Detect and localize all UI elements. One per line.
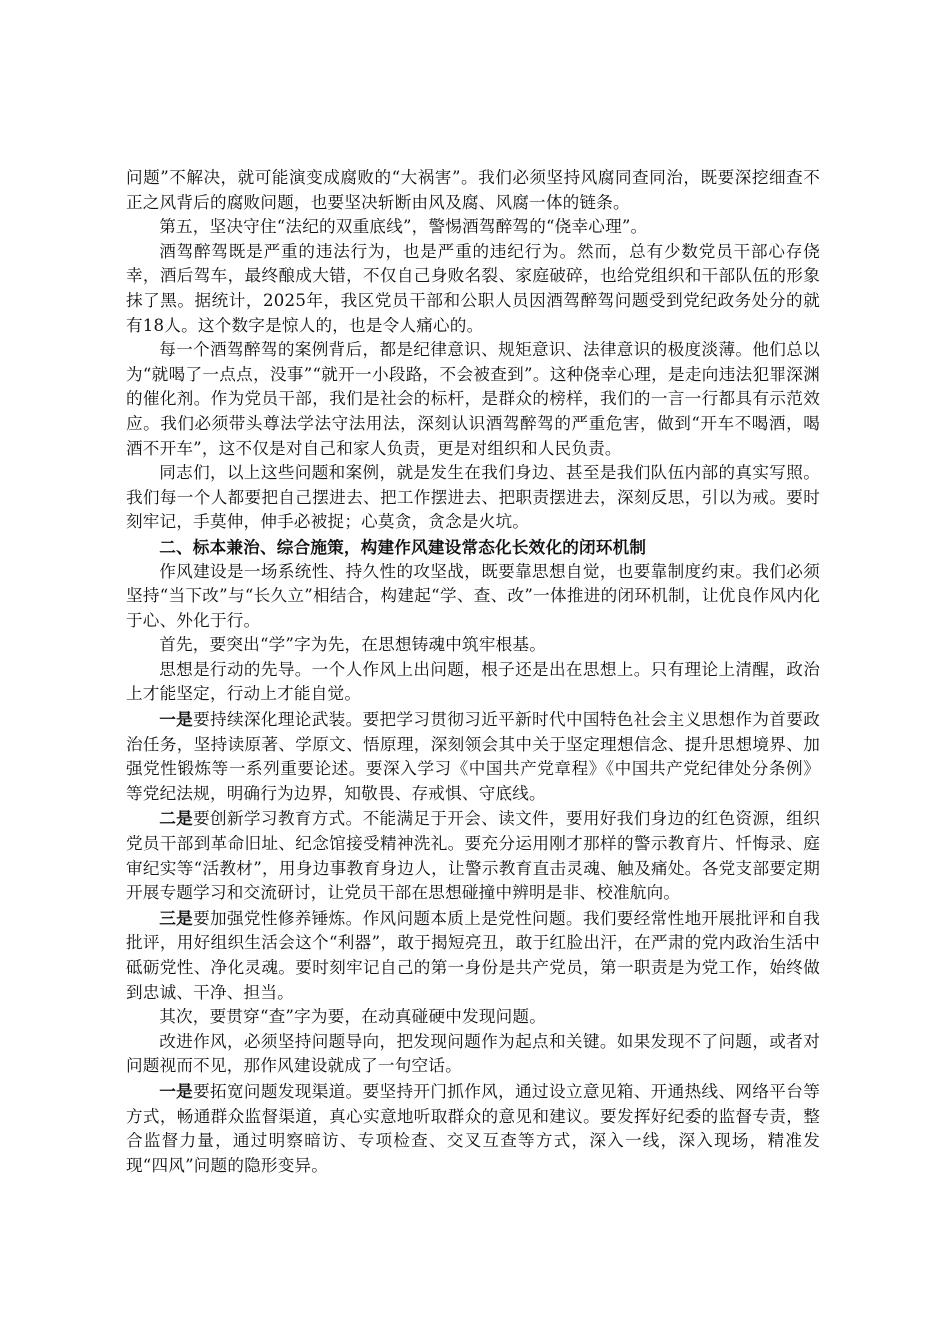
- section-heading-text: 二、标本兼治、综合施策，构建作风建设常态化长效化的闭环机制: [159, 536, 647, 557]
- section-heading: [126, 535, 820, 560]
- paragraph-text: 要加强党性修养锤炼。作风问题本质上是党性问题。我们要经常性地开展批评和自我批评，用好组织生活会这个“利器”，敢于揭短亮丑，敢于红脸出汗，在严肃的党内政治生活中砥砺党性、净化灵魂。要时刻牢记自己的第一身份是共产党员，第一职责是为党工作，始终做到忠诚、干净、担当。: [126, 908, 820, 1002]
- paragraph-text: 每一个酒驾醉驾的案例背后，都是纪律意识、规矩意识、法律意识的极度淡薄。他们总以为“就喝了一点点，没事”“就开一小段路，不会被查到”。这种侥幸心理，是走向违法犯罪深渊的催化剂。作为党员干部，我们是社会的标杆，是群众的榜样，我们的一言一行都具有示范效应。我们必须带头尊法学法守法用法，深刻认识酒驾醉驾的严重危害，做到“开车不喝酒，喝酒不开车”，这不仅是对自己和家人负责，更是对组织和人民负责。: [126, 340, 820, 458]
- paragraph-1: [126, 166, 820, 215]
- paragraph-text: 要持续深化理论武装。要把学习贯彻习近平新时代中国特色社会主义思想作为首要政治任务，坚持读原著、学原文、悟原理，深刻领会其中关于坚定理想信念、提升思想境界、加强党性锻炼等一系列重要论述。要深入学习《中国共产党章程》《中国共产党纪律处分条例》等党纪法规，明确行为边界，知敬畏、存戒惧、守底线。: [126, 710, 820, 803]
- paragraph-14: [126, 1030, 820, 1079]
- paragraph-text: 思想是行动的先导。一个人作风上出问题，根子还是出在思想上。只有理论上清醒，政治上才能坚定，行动上才能自觉。: [126, 659, 820, 704]
- paragraph-text: 酒驾醉驾既是严重的违法行为，也是严重的违纪行为。然而，总有少数党员干部心存侥幸，酒后驾车，最终酿成大错，不仅自己身败名裂、家庭破碎，也给党组织和干部队伍的形象抹了黑。据统计，2025年，我区党员干部和公职人员因酒驾醉驾问题受到党纪政务处分的就有18人。这个数字是惊人的，也是令人痛心的。: [126, 241, 820, 335]
- paragraph-lead: 二是: [159, 808, 194, 829]
- paragraph-text: 改进作风，必须坚持问题导向，把发现问题作为起点和关键。如果发现不了问题，或者对问题视而不见，那作风建设就成了一句空话。: [126, 1031, 820, 1076]
- paragraph-lead: 一是: [159, 1080, 194, 1101]
- paragraph-text: 作风建设是一场系统性、持久性的攻坚战，既要靠思想自觉，也要靠制度约束。我们必须坚持“当下改”与“长久立”相结合，构建起“学、查、改”一体推进的闭环机制，让优良作风内化于心、外化于行。: [126, 561, 820, 630]
- paragraph-8: [126, 633, 820, 658]
- document-body: [126, 166, 820, 1178]
- paragraph-3: [126, 240, 820, 338]
- paragraph-text: 问题”不解决，就可能演变成腐败的“大祸害”。我们必须坚持风腐同查同治，既要深挖细查不正之风背后的腐败问题，也要坚决斩断由风及腐、风腐一体的链条。: [126, 168, 820, 212]
- paragraph-15: [126, 1079, 820, 1178]
- paragraph-text: 第五，坚决守住“法纪的双重底线”，警惕酒驾醉驾的“侥幸心理”。: [159, 217, 648, 237]
- paragraph-text: 要创新学习教育方式。不能满足于开会、读文件，要用好我们身边的红色资源，组织党员干部到革命旧址、纪念馆接受精神洗礼。要充分运用刚才那样的警示教育片、忏悔录、庭审纪实等“活教材”，用身边事教育身边人，让警示教育直击灵魂、触及痛处。各党支部要定期开展专题学习和交流研讨，让党员干部在思想碰撞中辨明是非、校准航向。: [126, 809, 820, 903]
- paragraph-12: [126, 906, 820, 1005]
- paragraph-13: [126, 1005, 820, 1030]
- paragraph-9: [126, 658, 820, 707]
- paragraph-11: [126, 806, 820, 905]
- paragraph-text: 同志们，以上这些问题和案例，就是发生在我们身边、甚至是我们队伍内部的真实写照。我们每一个人都要把自己摆进去、把工作摆进去、把职责摆进去，深刻反思，引以为戒。要时刻牢记，手莫伸，伸手必被捉；心莫贪，贪念是火坑。: [126, 463, 820, 532]
- paragraph-7: [126, 560, 820, 634]
- paragraph-text: 要拓宽问题发现渠道。要坚持开门抓作风，通过设立意见箱、开通热线、网络平台等方式，畅通群众监督渠道，真心实意地听取群众的意见和建议。要发挥好纪委的监督专责，整合监督力量，通过明察暗访、专项检查、交叉互查等方式，深入一线，深入现场，精准发现“四风”问题的隐形变异。: [126, 1081, 820, 1175]
- paragraph-text: 其次，要贯穿“查”字为要，在动真碰硬中发现问题。: [159, 1007, 547, 1027]
- paragraph-2: [126, 215, 820, 240]
- paragraph-5: [126, 461, 820, 535]
- paragraph-text: 首先，要突出“学”字为先，在思想铸魂中筑牢根基。: [159, 635, 547, 655]
- paragraph-lead: 三是: [159, 907, 194, 928]
- paragraph-10: [126, 707, 820, 806]
- paragraph-4: [126, 338, 820, 461]
- paragraph-lead: 一是: [159, 709, 194, 730]
